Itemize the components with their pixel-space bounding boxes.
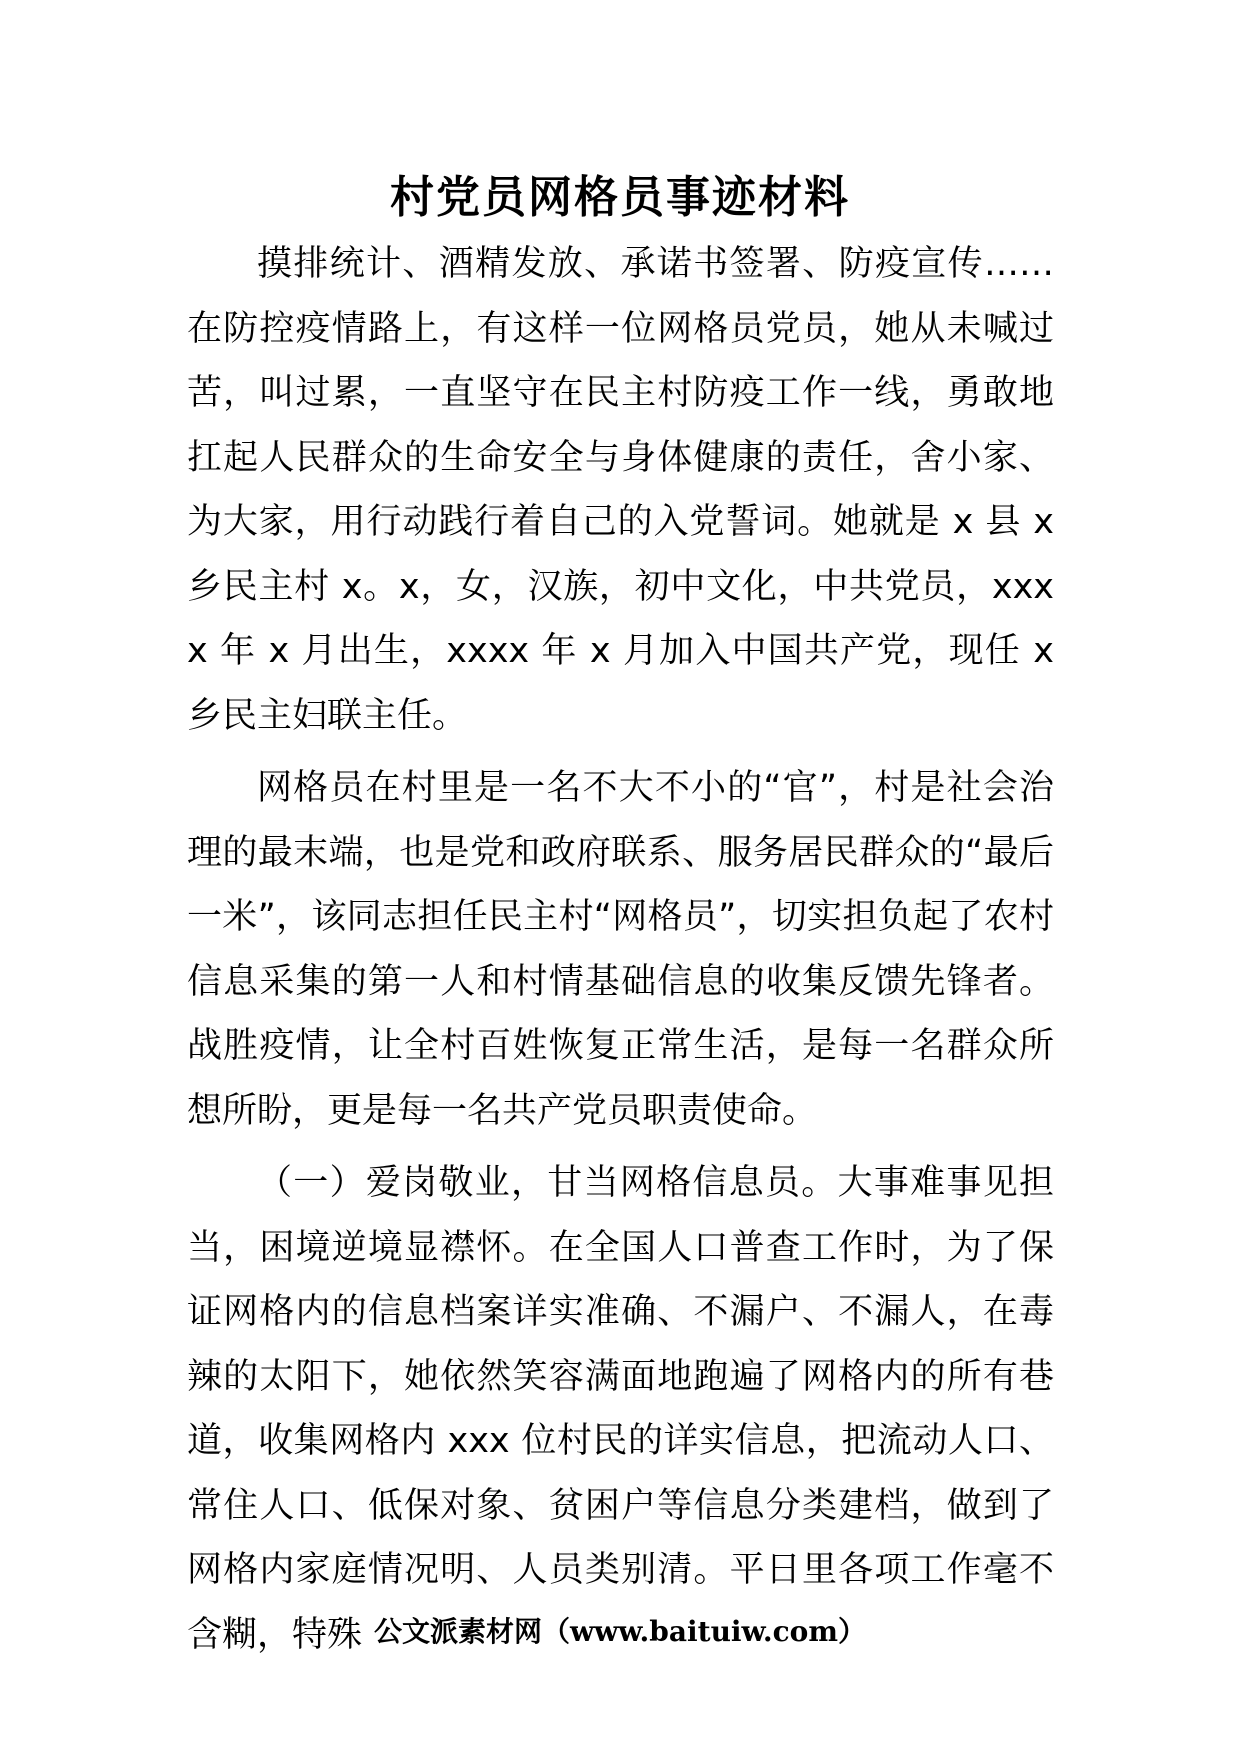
document-title: 村党员网格员事迹材料 [390,172,850,223]
paragraph-intro: 摸排统计、酒精发放、承诺书签署、防疫宣传……在防控疫情路上，有这样一位网格员党员，她从未喊过苦，叫过累，一直坚守在民主村防疫工作一线，勇敢地扛起人民群众的生命安全与身体健康的责任，舍小家、为大家，用行动践行着自己的入党誓词。她就是 x 县 x 乡民主村 x。x，女，汉族，初中文化，中共党员，xxxx 年 x 月出生，xxxx 年 x 月加入中国共产党，现任 x 乡民主妇联主任。 [187,244,1054,736]
footer-watermark: 公文派素材网（www.baituiw.com） [374,1615,866,1648]
paragraph-grid-role: 网格员在村里是一名不大不小的“官”，村是社会治理的最末端，也是党和政府联系、服务居民群众的“最后一米”，该同志担任民主村“网格员”，切实担负起了农村信息采集的第一人和村情基础信息的收集反馈先锋者。战胜疫情，让全村百姓恢复正常生活，是每一名群众所想所盼，更是每一名共产党员职责使命。 [187,768,1054,1131]
paragraph-section-one: （一）爱岗敬业，甘当网格信息员。大事难事见担当，困境逆境显襟怀。在全国人口普查工作时，为了保证网格内的信息档案详实准确、不漏户、不漏人，在毒辣的太阳下，她依然笑容满面地跑遍了网格内的所有巷道，收集网格内 xxx 位村民的详实信息，把流动人口、常住人口、低保对象、贫困户等信息分类建档，做到了网格内家庭情况明、人员类别清。平日里各项工作毫不含糊，特殊 [187,1163,1054,1655]
document-body [187,232,1054,1675]
